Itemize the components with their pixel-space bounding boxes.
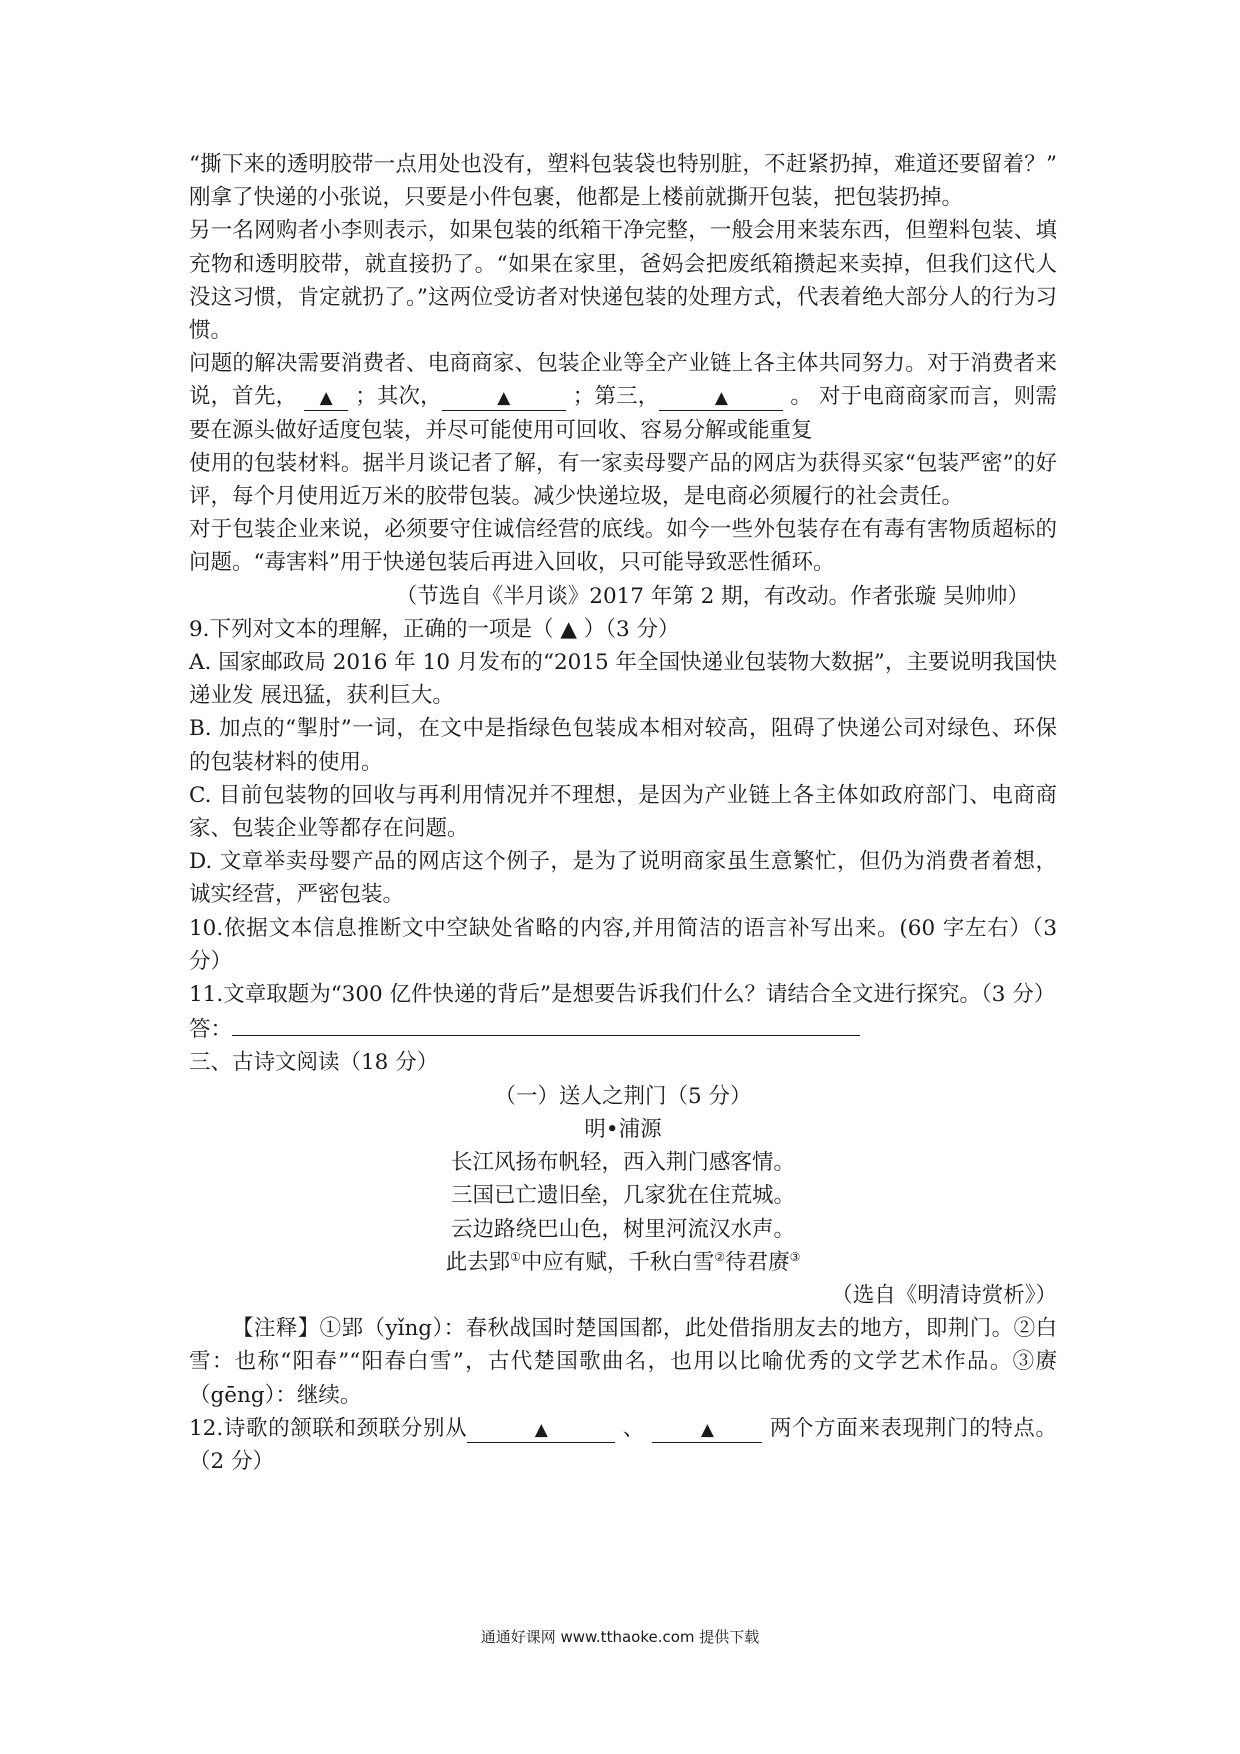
paragraph-3-part-2: ；其次，	[355, 384, 442, 410]
triangle-mark: ▲	[534, 1419, 548, 1440]
note-ref-2: ②	[714, 1249, 726, 1264]
note-ref-3: ③	[789, 1249, 801, 1264]
poem-line-4-c: 待君赓	[725, 1249, 790, 1275]
answer-row	[189, 1011, 1057, 1046]
paragraph-3-part-3: ；第三，	[572, 384, 660, 410]
paragraph-3-part-4: 。 对于电商商家而言，则需要在源头做好适度包装，并尽可能使用可回收、容易分解或能重复	[189, 384, 1057, 443]
section-3-heading: 三、古诗文阅读（18 分）	[189, 1050, 439, 1076]
fill-blank-5	[652, 1416, 762, 1443]
poem-author: 明•浦源	[584, 1116, 662, 1142]
page-content	[189, 148, 1057, 1478]
question-9-stem-b: ）（3 分）	[576, 616, 680, 642]
question-9-option-b: B. 加点的“掣肘”一词，在文中是指绿色包装成本相对较高，阻碍了快递公司对绿色、环保的包装材料的使用。	[189, 716, 1057, 775]
poem-line-4-a: 此去郢	[445, 1249, 511, 1275]
question-9-option-c: C. 目前包装物的回收与再利用情况并不理想，是因为产业链上各主体如政府部门、电商商家、包装企业等都存在问题。	[189, 782, 1057, 842]
question-10: 10.依据文本信息推断文中空缺处省略的内容,并用简洁的语言补写出来。(60 字左右）（3 分）	[189, 915, 1057, 974]
triangle-mark: ▲	[700, 1419, 714, 1440]
question-12-part-1: 12.诗歌的颔联和颈联分别从	[189, 1415, 468, 1441]
article-source: （节选自《半月谈》2017 年第 2 期，有改动。作者张璇 吴帅帅）	[395, 583, 1029, 609]
triangle-mark: ▲	[560, 616, 577, 642]
poem-source: （选自《明清诗赏析》）	[831, 1282, 1057, 1308]
poem-title: （一）送人之荆门（5 分）	[494, 1083, 752, 1109]
poem-line-1: 长江风扬布帆轻，西入荆门感客情。	[450, 1150, 795, 1176]
poem-line-4-b: 中应有赋，千秋白雪	[520, 1249, 715, 1275]
question-9-option-a: A. 国家邮政局 2016 年 10 月发布的“2015 年全国快递业包装物大数据”，主要说明我国快递业发 展迅猛，获利巨大。	[189, 650, 1057, 709]
poem-line-4	[189, 1246, 1057, 1279]
paragraph-2: 另一名网购者小李则表示，如果包装的纸箱干净完整，一般会用来装东西，但塑料包装、填充物和透明胶带，就直接扔了。“如果在家里，爸妈会把废纸箱攒起来卖掉，但我们这代人没这习惯，肯定就扔了。”这两位受访者对快递包装的处理方式，代表着绝大部分人的行为习惯。	[189, 218, 1057, 344]
poem-notes: 【注释】①郢（yǐng）：春秋战国时楚国国都，此处借指朋友去的地方，即荆门。②白雪：也称“阳春”“阳春白雪”，古代楚国歌曲名，也用以比喻优秀的文学艺术作品。③赓（gēng）：继续。	[189, 1316, 1057, 1408]
answer-label: 答：	[189, 1017, 233, 1043]
question-9-stem-a: 9.下列对文本的理解，正确的一项是（	[189, 616, 561, 642]
question-9-option-d: D. 文章举卖母婴产品的网店这个例子，是为了说明商家虽生意繁忙，但仍为消费者着想，诚实经营，严密包装。	[189, 849, 1057, 908]
fill-blank-4	[467, 1416, 615, 1443]
question-12-separator: 、	[622, 1415, 645, 1441]
fill-blank-2	[442, 384, 566, 411]
triangle-mark: ▲	[497, 388, 511, 409]
question-11: 11.文章取题为“300 亿件快递的背后”是想要告诉我们什么？请结合全文进行探究。（3 分）	[189, 982, 1056, 1008]
question-9-stem	[189, 613, 1057, 646]
note-ref-1: ①	[510, 1249, 521, 1264]
poem-line-2: 三国已亡遗旧垒，几家犹在住荒城。	[450, 1183, 795, 1209]
question-12-part-2: 两个方面来表现荆门的特点。（2 分）	[189, 1415, 1057, 1474]
fill-blank-1	[304, 384, 348, 411]
triangle-mark: ▲	[319, 388, 333, 409]
fill-blank-3	[659, 384, 783, 411]
question-12	[189, 1412, 1057, 1478]
paragraph-4: 使用的包装材料。据半月谈记者了解，有一家卖母婴产品的网店为获得买家“包装严密”的好评，每个月使用近万米的胶带包装。减少快递垃圾，是电商必须履行的社会责任。	[189, 450, 1057, 510]
triangle-mark: ▲	[714, 388, 728, 409]
answer-line[interactable]	[232, 1011, 860, 1036]
poem-line-3: 云边路绕巴山色，树里河流汉水声。	[450, 1216, 795, 1242]
paragraph-5: 对于包装企业来说，必须要守住诚信经营的底线。如今一些外包装存在有毒有害物质超标的问题。“毒害料”用于快递包装后再进入回收，只可能导致恶性循环。	[189, 517, 1057, 576]
paragraph-1: “撕下来的透明胶带一点用处也没有，塑料包装袋也特别脏，不赶紧扔掉，难道还要留着？” 刚拿了快递的小张说，只要是小件包裹，他都是上楼前就撕开包装，把包装扔掉。	[189, 152, 1057, 211]
paragraph-3-part-1: 问题的解决需要消费者、电商商家、包装企业等全产业链上各主体共同努力。对于消费者来说，首先，	[189, 351, 1057, 410]
page-footer: 通通好课网 www.tthaoke.com 提供下载	[480, 1628, 760, 1646]
paragraph-3	[189, 347, 1057, 447]
